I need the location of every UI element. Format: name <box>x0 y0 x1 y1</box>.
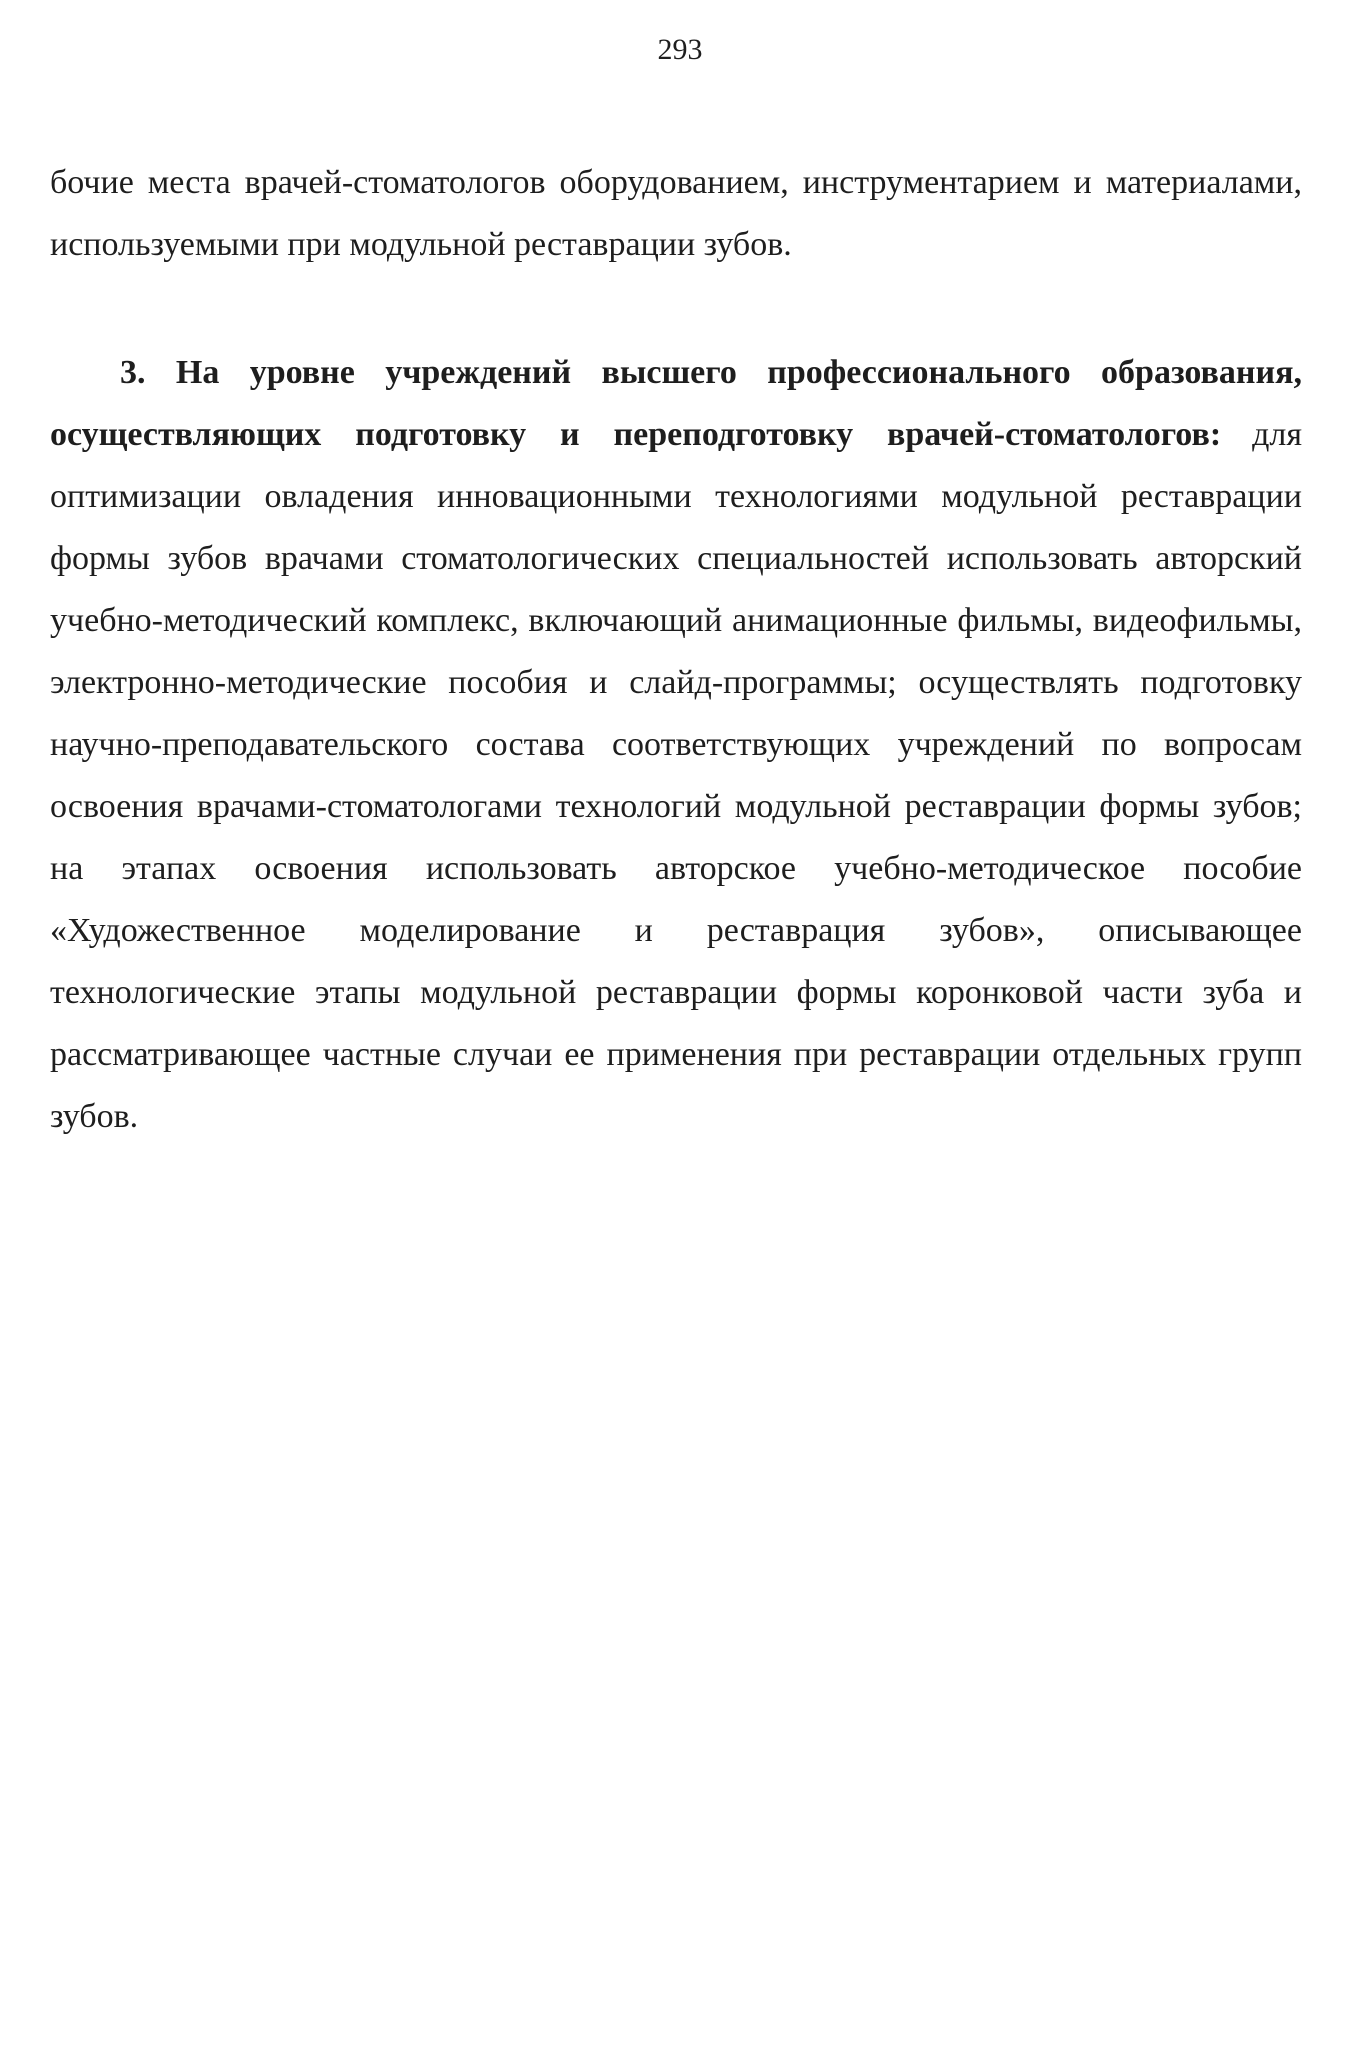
recommendation-item-3 <box>50 342 1302 1148</box>
continuation-paragraph: бочие места врачей-стоматологов оборудованием, инструментарием и материалами, используемыми при модульной реставрации зубов. <box>50 164 1302 263</box>
page-number: 293 <box>657 33 703 66</box>
item-3-body: для оптимизации овладения инновационными технологиями модульной реставрации формы зубов врачами стоматологических специальностей использовать авторский учебно-методический комплекс, включающий анимационные фильмы, видеофильмы, электронно-методические пособия и слайд-программы; осуществлять подготовку научно-преподавательского состава соответствующих учреждений по вопросам освоения врачами-стоматологами технологий модульной реставрации формы зубов; на этапах освоения использовать авторское учебно-методическое пособие «Художественное моделирование и реставрация зубов», описывающее технологические этапы модульной реставрации формы коронковой части зуба и рассматривающее частные случаи ее применения при реставрации отдельных групп зубов. <box>50 416 1303 1135</box>
item-3-heading: 3. На уровне учреждений высшего профессионального образования, осуществляющих подготовку и переподготовку врачей-стоматологов: <box>50 354 1302 453</box>
